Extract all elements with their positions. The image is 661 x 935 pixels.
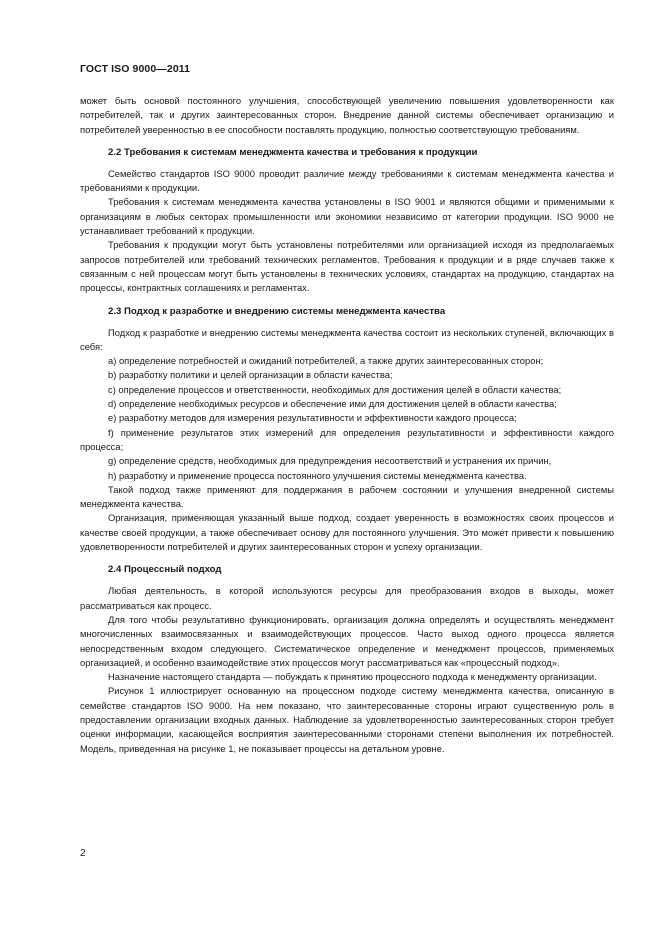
list-item: b) разработку политики и целей организации в области качества; <box>108 369 393 381</box>
list-item: a) определение потребностей и ожиданий потребителей, а также других заинтересованных сторон; <box>108 355 544 367</box>
list-item: g) определение средств, необходимых для предупреждения несоответствий и устранения их причин, <box>108 455 552 467</box>
paragraph: Семейство стандартов ISO 9000 проводит различие между требованиями к системам менеджмента качества и требованиями к продукции. <box>80 167 614 194</box>
paragraph: Назначение настоящего стандарта — побуждать к принятию процессного подхода к менеджменту организации. <box>108 671 597 683</box>
paragraph: Организация, применяющая указанный выше подход, создает уверенность в возможностях своих процессов и качестве своей продукции, а также обеспечивает основу для постоянного улучшения. Это может привести к повышению удовлетворенности потребителей и других заинтересованных сторон и успеху организации. <box>80 512 614 553</box>
document-body <box>80 94 614 756</box>
paragraph: Рисунок 1 иллюстрирует основанную на процессном подходе систему менеджмента качества, описанную в семействе стандартов ISO 9000. На нем показано, что заинтересованные стороны играют существенную роль в предоставлении организации входных данных. Наблюдение за удовлетворенностью заинтересованных сторон требует оценки информации, касающейся восприятия заинтересованными сторонами степени выполнения их потребностей. Модель, приведенная на рисунке 1, не показывает процессы на детальном уровне. <box>80 685 614 754</box>
paragraph: Для того чтобы результативно функционировать, организация должна определять и осуществлять менеджмент многочисленных взаимосвязанных и взаимодействующих процессов. Часто выход одного процесса является непосредственным входом следующего. Систематическое определение и менеджмент процессов, применяемых организацией, и особенно взаимодействие этих процессов могут рассматриваться как «процессный подход». <box>80 613 614 668</box>
paragraph: Подход к разработке и внедрению системы менеджмента качества состоит из нескольких ступеней, включающих в себя: <box>80 326 614 352</box>
section-heading: 2.4 Процессный подход <box>108 564 222 576</box>
list-item: h) разработку и применение процесса постоянного улучшения системы менеджмента качества. <box>108 469 527 481</box>
paragraph: Такой подход также применяют для поддержания в рабочем состоянии и улучшения внедренной системы менеджмента качества. <box>80 483 614 510</box>
paragraph: Любая деятельность, в которой используются ресурсы для преобразования входов в выходы, может рассматриваться как процесс. <box>80 585 614 611</box>
list-item: c) определение процессов и ответственности, необходимых для достижения целей в области качества; <box>108 383 562 395</box>
paragraph: Требования к продукции могут быть установлены потребителями или организацией исходя из предполагаемых запросов потребителей или требований технических регламентов. Требования к продукции и в ряде случаев также к связанным с ней процессам могут быть установлены в технических условиях, стандартах на продукцию, стандартах на процессы, контрактных соглашениях и регламентах. <box>80 239 614 294</box>
section-heading: 2.3 Подход к разработке и внедрению системы менеджмента качества <box>108 305 446 317</box>
paragraph: Требования к системам менеджмента качества установлены в ISO 9001 и являются общими и применимыми к организациям в любых секторах промышленности или экономики независимо от категории продукции. ISO 9000 не устанавливает требований к продукции. <box>80 196 614 237</box>
paragraph: может быть основой постоянного улучшения, способствующей увеличению повышения удовлетворенности как потребителей, так и других заинтересованных сторон. Внедрение данной системы обеспечивает организацию и потребителей уверенностью в ее способности поставлять продукцию, полностью соответствующую требованиям. <box>80 95 614 135</box>
list-item: f) применение результатов этих измерений для определения результативности и эффективности каждого процесса; <box>80 426 614 452</box>
list-item: d) определение необходимых ресурсов и обеспечение ими для достижения целей в области качества; <box>108 398 557 410</box>
page-number: 2 <box>80 848 86 859</box>
document-header: ГОСТ ISO 9000—2011 <box>80 63 191 75</box>
section-heading: 2.2 Требования к системам менеджмента качества и требования к продукции <box>108 146 478 158</box>
list-item: e) разработку методов для измерения результативности и эффективности каждого процесса; <box>108 412 517 424</box>
